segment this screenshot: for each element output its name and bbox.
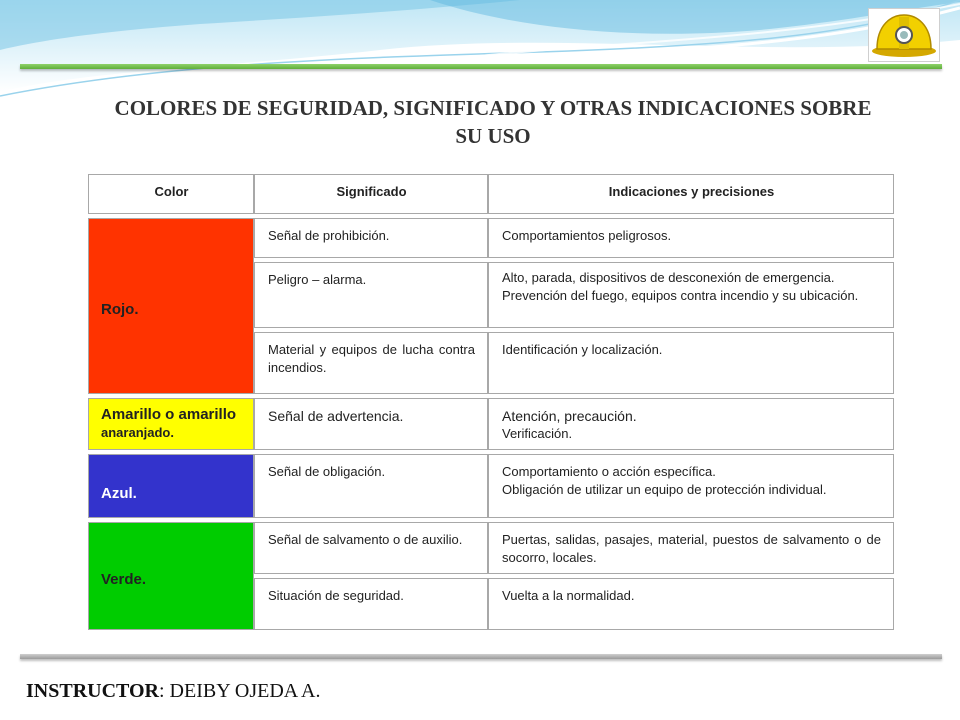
table-header-indicaciones: Indicaciones y precisiones (488, 174, 894, 214)
table-row (254, 578, 488, 630)
table-row (488, 454, 894, 518)
indicacion-cell: Identificación y localización. (502, 342, 663, 357)
color-swatch-amarillo (88, 398, 254, 450)
table-row (254, 262, 488, 328)
table-row (488, 522, 894, 574)
color-swatch-rojo (88, 218, 254, 394)
significado-cell: Situación de seguridad. (268, 588, 404, 603)
logo (868, 8, 940, 62)
table-row (488, 262, 894, 328)
color-swatch-azul (88, 454, 254, 518)
significado-cell: Peligro – alarma. (268, 272, 367, 287)
indicacion-cell: Verificación. (502, 426, 573, 441)
instructor-name: : DEIBY OJEDA A. (159, 680, 321, 702)
color-label: anaranjado. (101, 425, 174, 440)
title-line-1: COLORES DE SEGURIDAD, SIGNIFICADO Y OTRAS INDICACIONES SOBRE (114, 96, 872, 120)
table-row (254, 454, 488, 518)
color-label: Amarillo o amarillo (101, 406, 237, 423)
table-row (488, 332, 894, 394)
indicacion-cell: Obligación de utilizar un equipo de protección individual. (502, 482, 827, 497)
miner-helmet-icon (869, 9, 939, 61)
table-row (488, 398, 894, 450)
top-divider (20, 64, 942, 69)
table-row (254, 398, 488, 450)
slide-content (80, 84, 906, 636)
significado-cell: Señal de salvamento o de auxilio. (268, 532, 463, 547)
table-row (254, 218, 488, 258)
indicacion-cell: Alto, parada, dispositivos de desconexión de emergencia. (502, 270, 835, 285)
bottom-divider (20, 654, 942, 659)
significado-cell: Señal de obligación. (268, 464, 386, 479)
indicacion-cell: Prevención del fuego, equipos contra incendio y su ubicación. (502, 288, 859, 303)
instructor-label: INSTRUCTOR (26, 680, 159, 702)
color-label: Rojo. (101, 301, 139, 318)
significado-cell: Señal de advertencia. (268, 408, 404, 424)
indicacion-cell: Comportamiento o acción específica. (502, 464, 716, 479)
color-swatch-verde (88, 522, 254, 630)
table-header-significado: Significado (254, 174, 488, 214)
table-header-color: Color (88, 174, 254, 214)
significado-cell: Señal de prohibición. (268, 228, 390, 243)
title-line-2: SU USO (455, 124, 531, 148)
indicacion-cell: Atención, precaución. (502, 408, 637, 424)
instructor-footer (26, 680, 320, 703)
table-row (254, 332, 488, 394)
page-title (80, 94, 906, 150)
table-row (254, 522, 488, 574)
indicacion-cell: Puertas, salidas, pasajes, material, puestos de salvamento o de socorro, locales. (502, 532, 881, 565)
indicacion-cell: Vuelta a la normalidad. (502, 588, 635, 603)
significado-cell: Material y equipos de lucha contra incendios. (268, 342, 475, 375)
color-label: Verde. (101, 571, 147, 588)
indicacion-cell: Comportamientos peligrosos. (502, 228, 672, 243)
table-row (488, 578, 894, 630)
table-row (488, 218, 894, 258)
color-label: Azul. (101, 485, 137, 502)
